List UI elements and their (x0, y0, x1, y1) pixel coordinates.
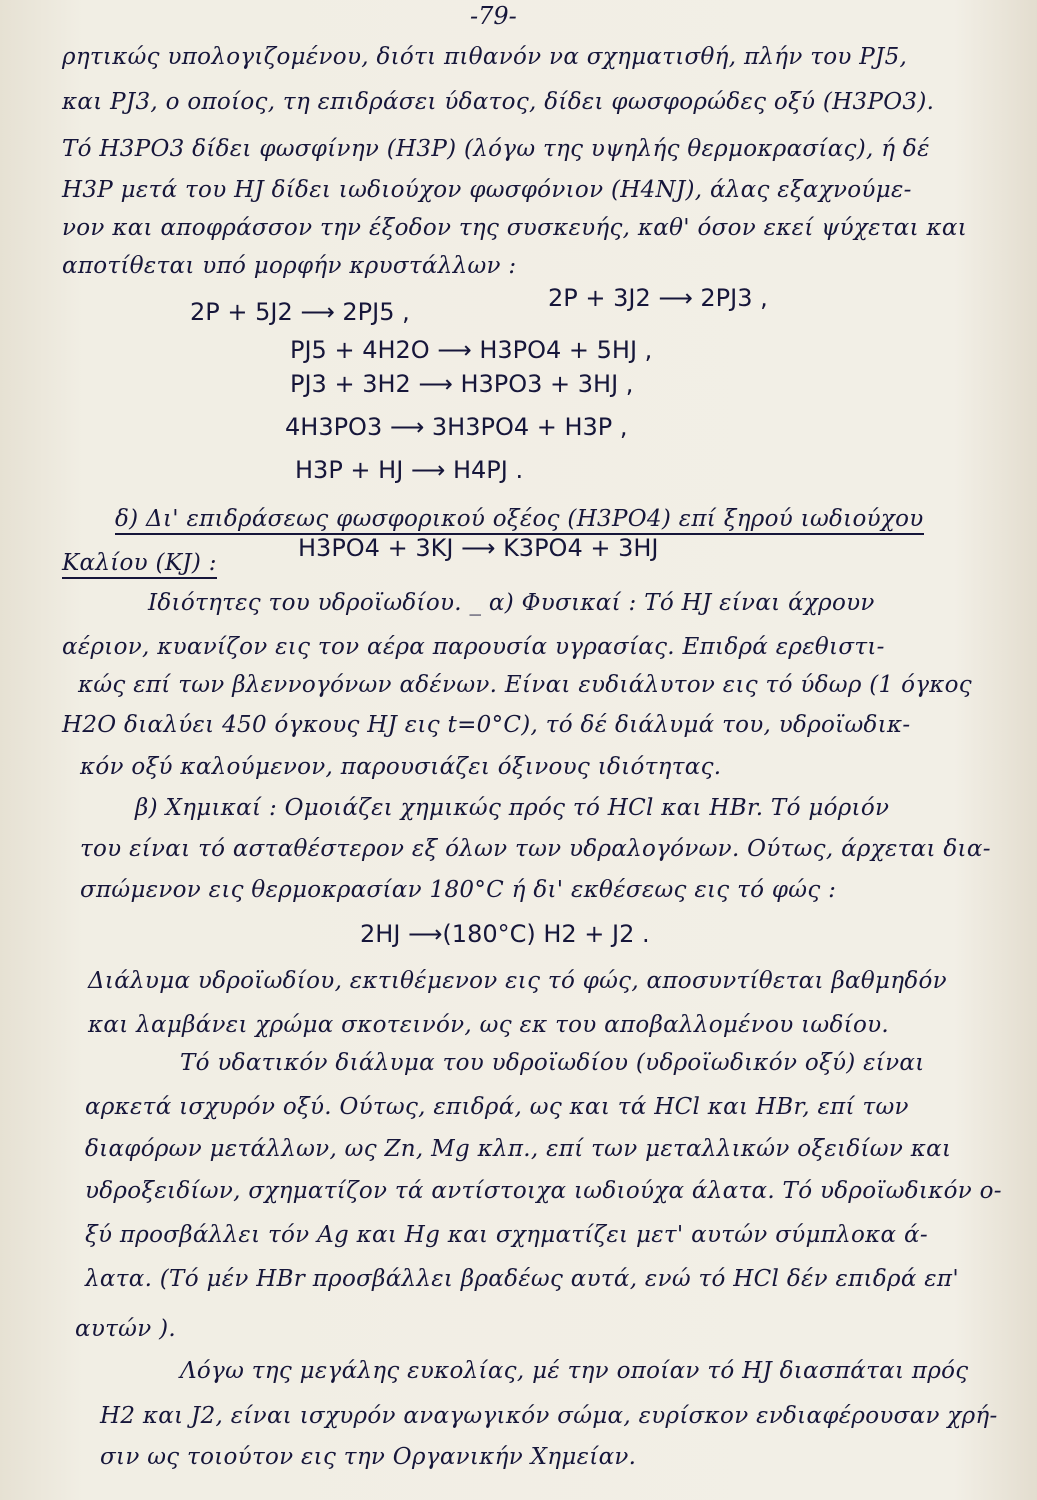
text-line-22: υδροξειδίων, σχηματίζον τά αντίστοιχα ιωδιούχα άλατα. Τό υδροϊωδικόν ο- (85, 1178, 1002, 1204)
text-line-12: H2O διαλύει 450 όγκους HJ εις t=0°C), τό δέ διάλυμά του, υδροϊωδικ- (62, 712, 911, 738)
equation-3: PJ5 + 4H2O ⟶ H3PO4 + 5HJ , (290, 336, 653, 364)
text-line-19: Τό υδατικόν διάλυμα του υδροϊωδίου (υδροϊωδικόν οξύ) είναι (180, 1050, 925, 1076)
text-line-24: λατα. (Τό μέν HBr προσβάλλει βραδέως αυτά, ενώ τό HCl δέν επιδρά επ' (85, 1266, 959, 1292)
text-line-23: ξύ προσβάλλει τόν Ag και Hg και σχηματίζει μετ' αυτών σύμπλοκα ά- (85, 1222, 928, 1248)
text-line-15: του είναι τό ασταθέστερον εξ όλων των υδραλογόνων. Ούτως, άρχεται δια- (80, 836, 991, 862)
text-line-18: και λαμβάνει χρώμα σκοτεινόν, ως εκ του αποβαλλομένου ιωδίου. (88, 1012, 889, 1038)
equation-7: H3PO4 + 3KJ ⟶ K3PO4 + 3HJ (298, 534, 659, 562)
equation-4: PJ3 + 3H2 ⟶ H3PO3 + 3HJ , (290, 370, 634, 398)
text-line-25: αυτών ). (75, 1316, 176, 1342)
equation-5: 4H3PO3 ⟶ 3H3PO4 + H3P , (285, 413, 628, 441)
text-line-21: διαφόρων μετάλλων, ως Zn, Mg κλπ., επί των μεταλλικών οξειδίων και (85, 1136, 952, 1162)
text-line-8 (62, 550, 217, 576)
text-line-17: Διάλυμα υδροϊωδίου, εκτιθέμενον εις τό φώς, αποσυντίθεται βαθμηδόν (88, 968, 947, 994)
text-line-27: H2 και J2, είναι ισχυρόν αναγωγικόν σώμα, ευρίσκον ενδιαφέρουσαν χρή- (100, 1403, 998, 1429)
section-heading-properties: Ιδιότητες του υδροϊωδίου. _ α) Φυσικαί : Τό HJ είναι άχρουν (148, 590, 875, 616)
potassium-iodide-label: Καλίου (KJ) : (62, 550, 217, 579)
text-line-7 (115, 506, 924, 532)
text-line-14: β) Χημικαί : Ομοιάζει χημικώς πρός τό HCl και HBr. Τό μόριόν (135, 795, 890, 821)
section-heading-d: δ) Δι' επιδράσεως φωσφορικού οξέος (H3PO4) επί ξηρού ιωδιούχου (115, 506, 924, 535)
text-line-10: αέριον, κυανίζον εις τον αέρα παρουσία υγρασίας. Επιδρά ερεθιστι- (62, 634, 885, 660)
text-line-20: αρκετά ισχυρόν οξύ. Ούτως, επιδρά, ως και τά HCl και HBr, επί των (85, 1094, 909, 1120)
equation-8: 2HJ ⟶(180°C) H2 + J2 . (360, 920, 650, 948)
text-line-1: ρητικώς υπολογιζομένου, διότι πιθανόν να σχηματισθή, πλήν του PJ5, (62, 44, 908, 70)
equation-1: 2P + 5J2 ⟶ 2PJ5 , (190, 298, 410, 326)
text-line-16: σπώμενον εις θερμοκρασίαν 180°C ή δι' εκθέσεως εις τό φώς : (80, 877, 837, 903)
text-line-3: Τό H3PO3 δίδει φωσφίνην (H3P) (λόγω της υψηλής θερμοκρασίας), ή δέ (62, 136, 930, 162)
text-line-28: σιν ως τοιούτον εις την Οργανικήν Χημείαν. (100, 1444, 637, 1470)
text-line-6: αποτίθεται υπό μορφήν κρυστάλλων : (62, 253, 517, 279)
text-line-26: Λόγω της μεγάλης ευκολίας, μέ την οποίαν τό HJ διασπάται πρός (180, 1358, 969, 1384)
text-line-4: H3P μετά του HJ δίδει ιωδιούχον φωσφόνιον (H4NJ), άλας εξαχνούμε- (62, 177, 912, 203)
text-line-2: και PJ3, ο οποίος, τη επιδράσει ύδατος, δίδει φωσφορώδες οξύ (H3PO3). (62, 89, 935, 115)
text-line-5: νον και αποφράσσον την έξοδον της συσκευής, καθ' όσον εκεί ψύχεται και (62, 215, 968, 241)
equation-2: 2P + 3J2 ⟶ 2PJ3 , (548, 284, 768, 312)
text-line-11: κώς επί των βλεννογόνων αδένων. Είναι ευδιάλυτον εις τό ύδωρ (1 όγκος (78, 672, 972, 698)
text-line-13: κόν οξύ καλούμενον, παρουσιάζει όξινους ιδιότητας. (80, 754, 722, 780)
page-number: -79- (470, 2, 517, 30)
equation-6: H3P + HJ ⟶ H4PJ . (295, 456, 524, 484)
